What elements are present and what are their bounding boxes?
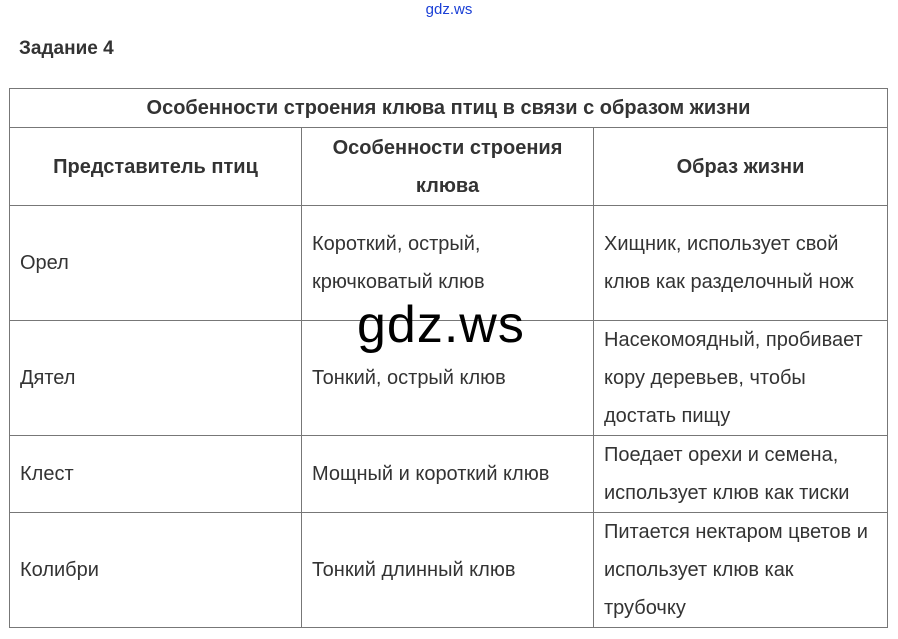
table-caption: Особенности строения клюва птиц в связи с образом жизни: [10, 89, 888, 128]
site-tag[interactable]: gdz.ws: [425, 1, 473, 18]
column-header-beak: Особенности строения клюва: [302, 128, 594, 206]
column-header-bird: Представитель птиц: [10, 128, 302, 206]
task-title: Задание 4: [19, 38, 114, 59]
table-row: [10, 436, 888, 513]
bird-name-cell: Колибри: [10, 513, 302, 628]
bird-beak-table: [9, 88, 888, 628]
beak-cell: Короткий, острый, крючковатый клюв: [302, 206, 594, 321]
column-header-lifestyle: Образ жизни: [594, 128, 888, 206]
table-row: [10, 513, 888, 628]
lifestyle-cell: Питается нектаром цветов и использует клюв как трубочку: [594, 513, 888, 628]
bird-name-cell: Дятел: [10, 321, 302, 436]
bird-name-cell: Клест: [10, 436, 302, 513]
lifestyle-cell: Насекомоядный, пробивает кору деревьев, чтобы достать пищу: [594, 321, 888, 436]
lifestyle-cell: Хищник, использует свой клюв как разделочный нож: [594, 206, 888, 321]
beak-cell: Мощный и короткий клюв: [302, 436, 594, 513]
bird-name-cell: Орел: [10, 206, 302, 321]
beak-cell: Тонкий длинный клюв: [302, 513, 594, 628]
lifestyle-cell: Поедает орехи и семена, использует клюв как тиски: [594, 436, 888, 513]
watermark: gdz.ws: [357, 296, 525, 354]
beak-cell: Тонкий, острый клюв: [302, 321, 594, 436]
